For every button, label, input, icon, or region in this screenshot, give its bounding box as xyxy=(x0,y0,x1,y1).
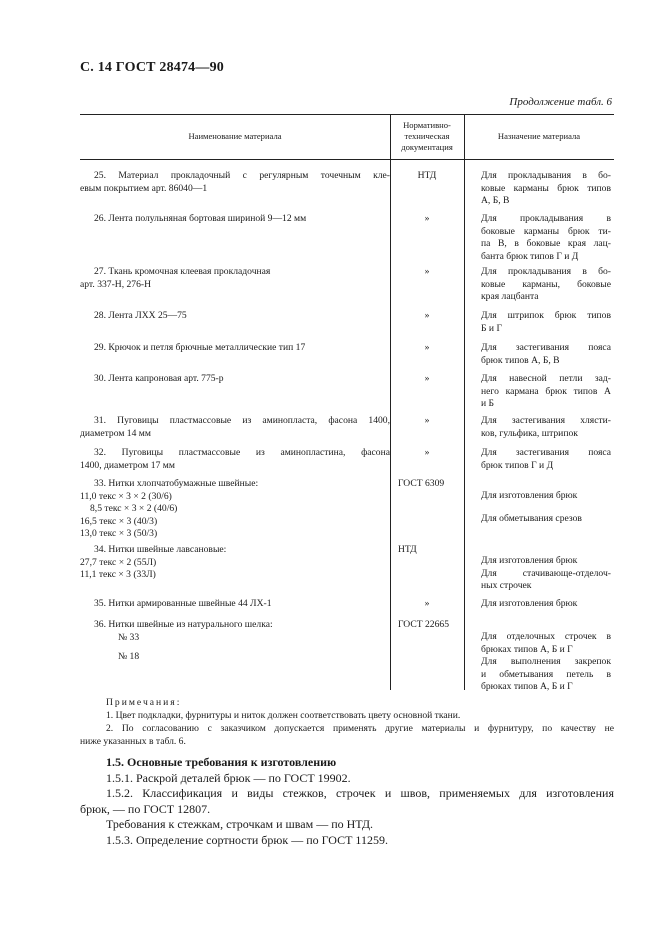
table-row: 25. Материал прокладочный с регулярным точечным кле- евым покрытием арт. 86040—1 xyxy=(80,170,390,194)
table-row: 28. Лента ЛХХ 25—75 xyxy=(94,310,187,321)
use-cell: Для застегивания пояса брюк типов А, Б, В xyxy=(481,342,611,366)
note-item: 1. Цвет подкладки, фурнитуры и ниток должен соответствовать цвету основной ткани. xyxy=(106,710,461,721)
header-name: Наименование материала xyxy=(188,131,282,141)
use-cell: Для штрипок брюк типов Б и Г xyxy=(481,310,611,334)
table-row: 31. Пуговицы пластмассовые из аминопласта, фасона 1400, диаметром 14 мм xyxy=(80,415,390,439)
column-divider xyxy=(464,114,465,690)
use-cell: Для прокладывания в бо- ковые карманы брюк типов А, Б, В xyxy=(481,170,611,206)
header-use: Назначение материала xyxy=(497,131,581,141)
materials-table xyxy=(80,114,614,690)
use-cell: Для застегивания пояса брюк типов Г и Д xyxy=(481,447,611,471)
use-cell: Для прокладывания в бо- ковые карманы, боковые края лацбанта xyxy=(481,266,611,302)
use-cell: Для навесной петли зад- него кармана брюк типов А и Б xyxy=(481,373,611,409)
doc-cell: » xyxy=(424,447,430,458)
section-title: 1.5. Основные требования к изготовлению xyxy=(106,755,337,769)
doc-cell: » xyxy=(424,310,430,321)
paragraph: Требования к стежкам, строчкам и швам — по НТД. xyxy=(106,817,374,831)
table-row: 29. Крючок и петля брючные металлические тип 17 xyxy=(94,342,306,353)
paragraph: 1.5.1. Раскрой деталей брюк — по ГОСТ 19902. xyxy=(106,770,351,785)
doc-cell: » xyxy=(424,598,430,609)
note-item: ниже указанных в табл. 6. xyxy=(80,736,186,747)
paragraph: брюк, — по ГОСТ 12807. xyxy=(80,801,211,816)
doc-cell: » xyxy=(424,342,430,353)
use-cell: Для прокладывания в боковые карманы брюк ти- па В, в боковые края лац- банта брюк типов Г и Д xyxy=(481,213,611,262)
table-row: 27. Ткань кромочная клеевая прокладочная арт. 337-Н, 276-Н xyxy=(80,266,271,290)
use-cell: Для обметывания срезов xyxy=(481,513,582,524)
table-row: 26. Лента полульняная бортовая шириной 9—12 мм xyxy=(94,213,307,224)
use-cell: Для изготовления брюк xyxy=(481,490,578,501)
notes-heading: Примечания: xyxy=(106,697,182,708)
section-1-5 xyxy=(80,755,614,848)
use-cell: Для изготовления брюк xyxy=(481,598,578,609)
table-continuation-label: Продолжение табл. 6 xyxy=(509,96,612,108)
table-row: 30. Лента капроновая арт. 775-р xyxy=(94,373,224,384)
doc-cell: » xyxy=(424,213,430,224)
doc-cell: НТД xyxy=(417,170,437,181)
doc-cell: » xyxy=(424,266,430,277)
table-row: 34. Нитки швейные лавсановые: 27,7 текс × 2 (55Л) 11,1 текс × 3 (33Л) xyxy=(80,544,227,580)
doc-cell: НТД xyxy=(398,544,417,555)
doc-cell: » xyxy=(424,415,430,426)
doc-cell: » xyxy=(424,373,430,384)
table-row: 36. Нитки швейные из натурального шелка: № 33 xyxy=(94,619,273,643)
paragraph: 1.5.2. Классификация и виды стежков, строчек и швов, применяемых для изготовления xyxy=(106,786,614,800)
table-row: 33. Нитки хлопчатобумажные швейные: 11,0 текс × 3 × 2 (30/6) 8,5 текс × 3 × 2 (40/6) 16,5 текс × 3 (40/3) 13,0 текс × 3 (50/3) xyxy=(80,478,259,539)
doc-cell: ГОСТ 22665 xyxy=(398,619,449,630)
page-header: С. 14 ГОСТ 28474—90 xyxy=(80,60,224,75)
paragraph: 1.5.3. Определение сортности брюк — по ГОСТ 11259. xyxy=(106,832,388,847)
use-cell: Для застегивания хлясти- ков, гульфика, штрипок xyxy=(481,415,611,439)
table-row: 32. Пуговицы пластмассовые из аминопластина, фасона 1400, диаметром 17 мм xyxy=(80,447,390,471)
table-header-rule xyxy=(80,159,614,160)
doc-cell: ГОСТ 6309 xyxy=(398,478,445,489)
header-doc: Нормативно- техническая документация xyxy=(401,120,453,152)
table-row: № 18 xyxy=(118,651,140,662)
use-cell: Для изготовления брюк Для стачивающе-отделоч- ных строчек xyxy=(481,555,611,591)
table-notes xyxy=(80,696,614,748)
note-item: 2. По согласованию с заказчиком допускается применять другие материалы и фурнитуру, по качеству не xyxy=(106,723,614,734)
use-cell: Для отделочных строчек в брюках типов А, Б и Г Для выполнения закрепок и обметывания петель в брюках типов А, Б и Г xyxy=(481,631,611,692)
table-row: 35. Нитки армированные швейные 44 ЛХ-1 xyxy=(94,598,272,609)
